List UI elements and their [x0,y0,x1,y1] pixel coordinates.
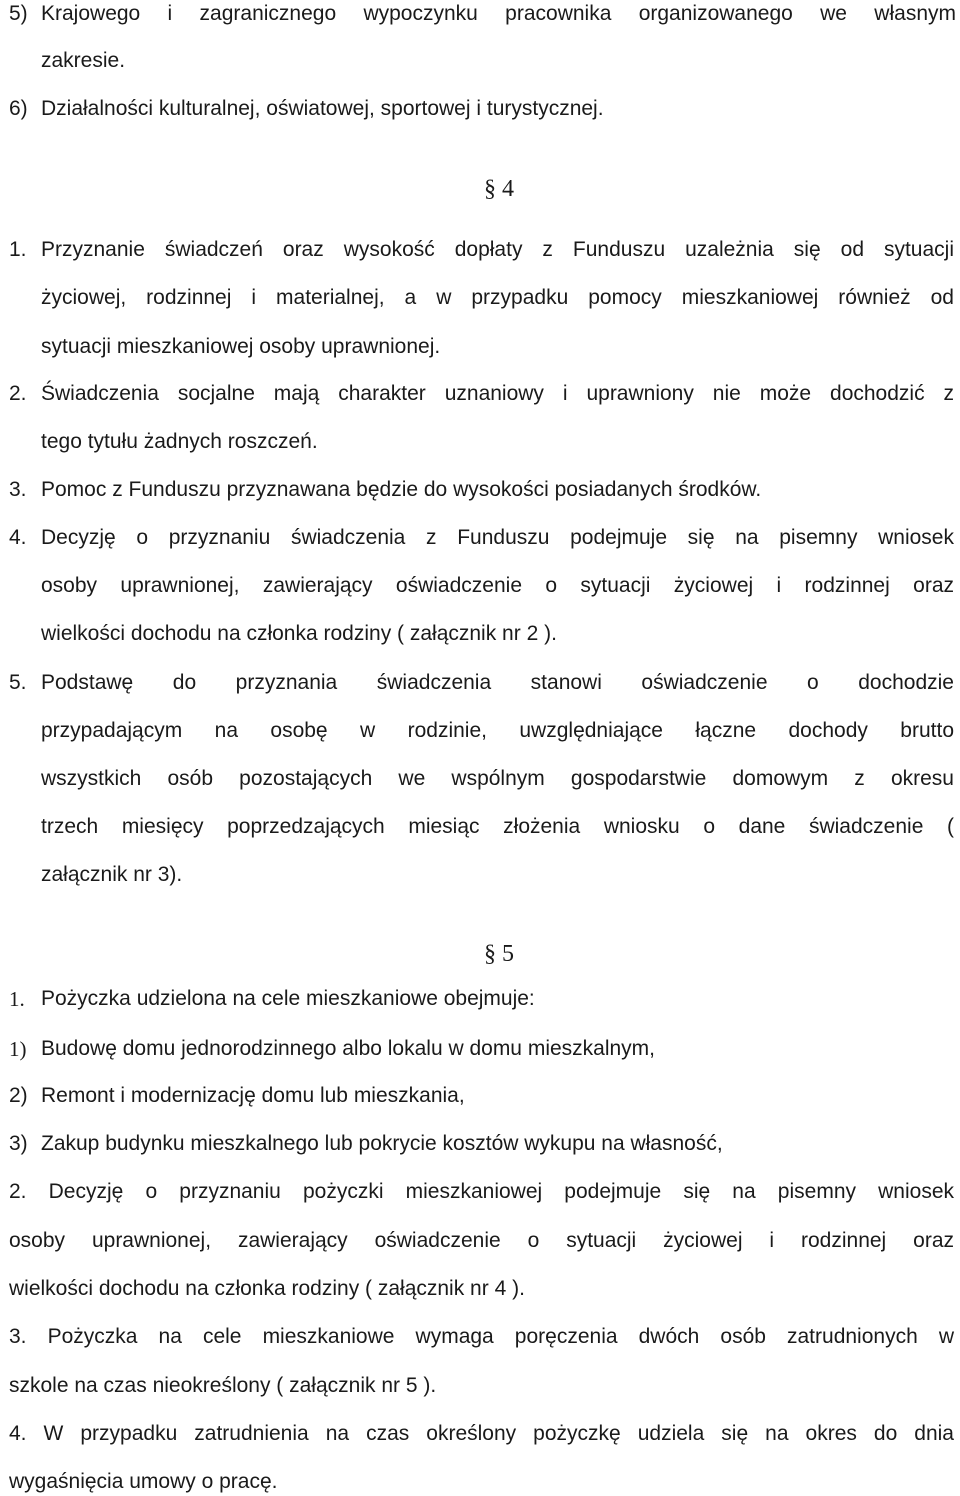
s4-p5-line-2: przypadającym na osobę w rodzinie, uwzględniające łączne dochody brutto [41,719,954,742]
s4-p3-number: 3. [9,478,27,501]
s4-p4-line-3: wielkości dochodu na członka rodziny ( załącznik nr 2 ). [41,622,557,645]
s5-p4-line-2: wygaśnięcia umowy o pracę. [9,1470,278,1493]
item-5-line-2: zakresie. [41,49,126,72]
s5-item-1-line: Budowę domu jednorodzinnego albo lokalu w domu mieszkalnym, [41,1037,656,1060]
s4-p4-line-2: osoby uprawnionej, zawierający oświadczenie o sytuacji życiowej i rodzinnej oraz [41,574,954,597]
s4-p5-line-4: trzech miesięcy poprzedzających miesiąc złożenia wniosku o dane świadczenie ( [41,815,954,838]
s5-item-3-line: Zakup budynku mieszkalnego lub pokrycie kosztów wykupu na własność, [41,1132,723,1155]
item-6-line-1: Działalności kulturalnej, oświatowej, sportowej i turystycznej. [41,97,604,120]
item-5-number: 5) [9,2,28,25]
s4-p1-line-3: sytuacji mieszkaniowej osoby uprawnionej. [41,335,441,358]
s4-p2-line-2: tego tytułu żadnych roszczeń. [41,430,318,453]
s5-p2-line-2: osoby uprawnionej, zawierający oświadczenie o sytuacji życiowej i rodzinnej oraz [9,1229,954,1252]
s5-item-2-line: Remont i modernizację domu lub mieszkania, [41,1084,465,1107]
s5-p3-line-2: szkole na czas nieokreślony ( załącznik nr 5 ). [9,1374,437,1397]
s4-p5-line-5: załącznik nr 3). [41,863,183,886]
s5-p1-number: 1. [9,987,25,1011]
section-4-heading: § 4 [484,176,514,202]
s4-p2-line-1: Świadczenia socjalne mają charakter uznaniowy i uprawniony nie może dochodzić z [41,382,954,405]
s4-p5-line-3: wszystkich osób pozostających we wspólnym gospodarstwie domowym z okresu [41,767,954,790]
s5-item-1-number: 1) [9,1037,27,1061]
s4-p5-line-1: Podstawę do przyznania świadczenia stanowi oświadczenie o dochodzie [41,671,954,694]
s5-item-3-number: 3) [9,1132,28,1155]
section-5-heading: § 5 [484,941,514,967]
s4-p1-line-1: Przyznanie świadczeń oraz wysokość dopłaty z Funduszu uzależnia się od sytuacji [41,238,954,261]
item-5-line-1: Krajowego i zagranicznego wypoczynku pracownika organizowanego we własnym [41,2,956,25]
s5-p1-line-1: Pożyczka udzielona na cele mieszkaniowe obejmuje: [41,987,535,1010]
s5-p2-line-3: wielkości dochodu na członka rodziny ( załącznik nr 4 ). [9,1277,525,1300]
s4-p4-number: 4. [9,526,27,549]
s5-p3-line-1: 3. Pożyczka na cele mieszkaniowe wymaga poręczenia dwóch osób zatrudnionych w [9,1325,954,1348]
s4-p2-number: 2. [9,382,27,405]
s5-p4-line-1: 4. W przypadku zatrudnienia na czas określony pożyczkę udziela się na okres do dnia [9,1422,954,1445]
s5-p2-line-1: 2. Decyzję o przyznaniu pożyczki mieszkaniowej podejmuje się na pisemny wniosek [9,1180,954,1203]
s4-p5-number: 5. [9,671,27,694]
s4-p3-line-1: Pomoc z Funduszu przyznawana będzie do wysokości posiadanych środków. [41,478,762,501]
s4-p1-line-2: życiowej, rodzinnej i materialnej, a w przypadku pomocy mieszkaniowej również od [41,286,954,309]
item-6-number: 6) [9,97,28,120]
s4-p1-number: 1. [9,238,27,261]
s5-item-2-number: 2) [9,1084,28,1107]
s4-p4-line-1: Decyzję o przyznaniu świadczenia z Funduszu podejmuje się na pisemny wniosek [41,526,954,549]
